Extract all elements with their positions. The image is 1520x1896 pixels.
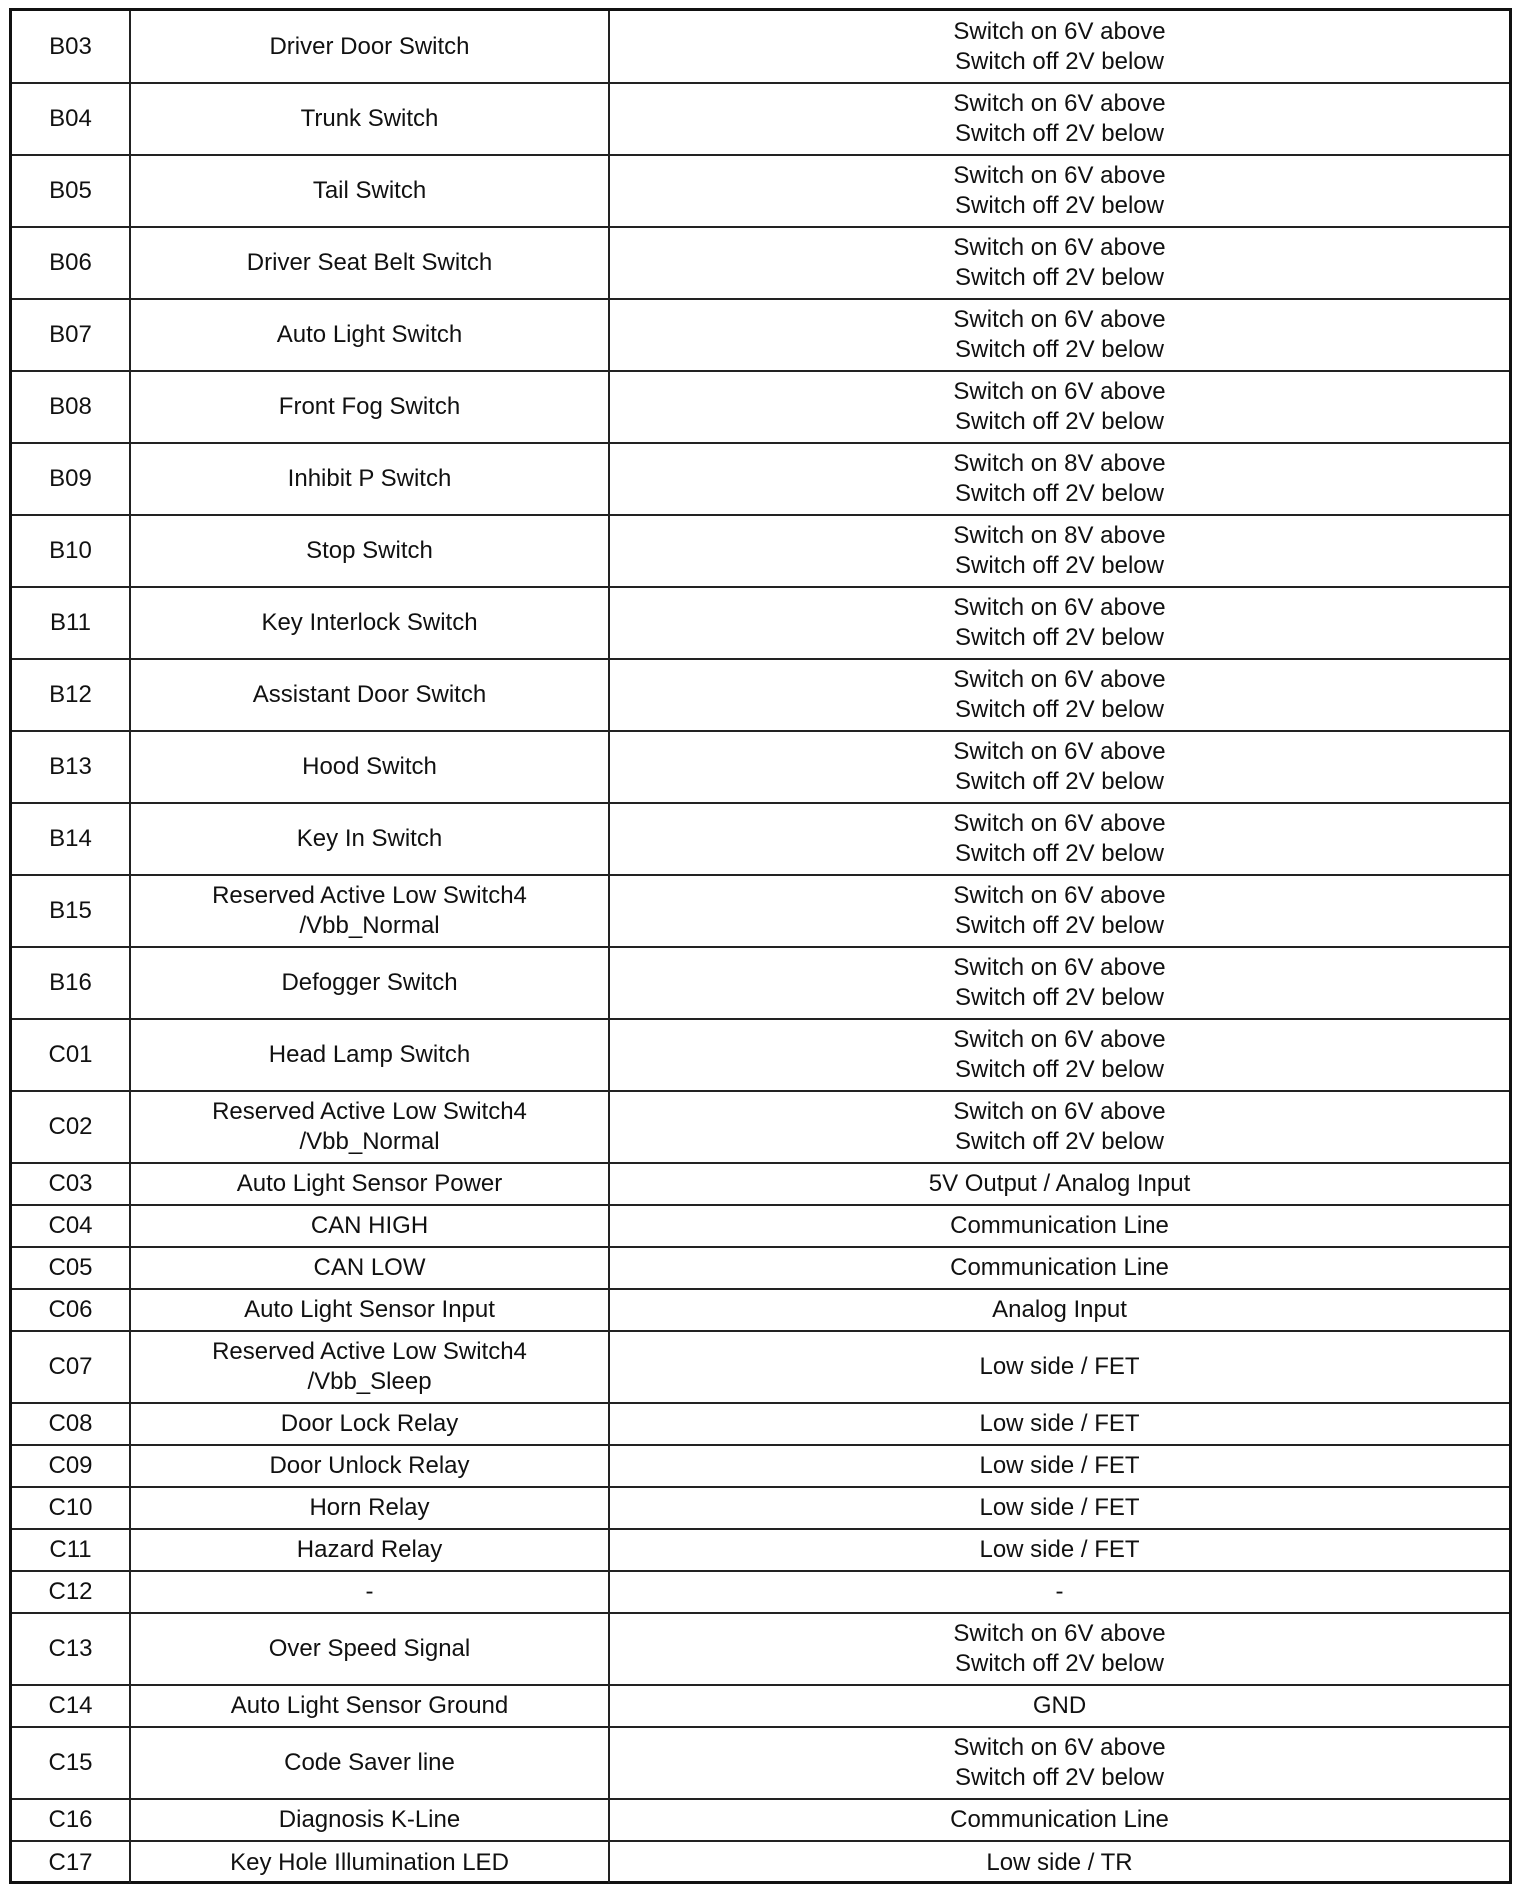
spec-cell: Low side / FET <box>609 1445 1509 1487</box>
pin-cell: C12 <box>12 1571 130 1613</box>
spec-cell: Low side / FET <box>609 1529 1509 1571</box>
spec-cell: Analog Input <box>609 1289 1509 1331</box>
spec-cell: Low side / FET <box>609 1403 1509 1445</box>
pin-cell: C17 <box>12 1841 130 1883</box>
table-row <box>12 83 1509 155</box>
signal-name-cell: Stop Switch <box>130 515 609 587</box>
spec-cell: Switch on 6V above Switch off 2V below <box>609 875 1509 947</box>
signal-name-cell: Driver Door Switch <box>130 11 609 83</box>
table-row <box>12 1019 1509 1091</box>
table-row <box>12 803 1509 875</box>
pin-cell: B05 <box>12 155 130 227</box>
signal-name-cell: Tail Switch <box>130 155 609 227</box>
pin-cell: B07 <box>12 299 130 371</box>
pin-cell: C05 <box>12 1247 130 1289</box>
signal-name-cell: Defogger Switch <box>130 947 609 1019</box>
pin-cell: C01 <box>12 1019 130 1091</box>
signal-name-cell: Inhibit P Switch <box>130 443 609 515</box>
table-row <box>12 1445 1509 1487</box>
pin-cell: B11 <box>12 587 130 659</box>
table-row <box>12 299 1509 371</box>
table-row <box>12 1403 1509 1445</box>
signal-name-cell: Code Saver line <box>130 1727 609 1799</box>
table-row <box>12 1487 1509 1529</box>
table-row <box>12 155 1509 227</box>
pin-cell: B03 <box>12 11 130 83</box>
spec-cell: Communication Line <box>609 1799 1509 1841</box>
table-row <box>12 587 1509 659</box>
signal-name-cell: Auto Light Sensor Input <box>130 1289 609 1331</box>
spec-cell: Switch on 6V above Switch off 2V below <box>609 803 1509 875</box>
pin-cell: C04 <box>12 1205 130 1247</box>
table-row <box>12 515 1509 587</box>
pin-cell: B06 <box>12 227 130 299</box>
spec-cell: Switch on 6V above Switch off 2V below <box>609 587 1509 659</box>
signal-name-cell: Door Lock Relay <box>130 1403 609 1445</box>
spec-cell: Low side / FET <box>609 1487 1509 1529</box>
pin-cell: C02 <box>12 1091 130 1163</box>
pin-cell: B14 <box>12 803 130 875</box>
table-row <box>12 1247 1509 1289</box>
spec-cell: Switch on 6V above Switch off 2V below <box>609 299 1509 371</box>
table-row <box>12 1529 1509 1571</box>
pin-cell: C10 <box>12 1487 130 1529</box>
signal-name-cell: CAN LOW <box>130 1247 609 1289</box>
spec-cell: Switch on 6V above Switch off 2V below <box>609 11 1509 83</box>
spec-cell: Switch on 6V above Switch off 2V below <box>609 659 1509 731</box>
spec-cell: Switch on 6V above Switch off 2V below <box>609 371 1509 443</box>
pin-cell: C07 <box>12 1331 130 1403</box>
signal-name-cell: Driver Seat Belt Switch <box>130 227 609 299</box>
signal-name-cell: Auto Light Sensor Power <box>130 1163 609 1205</box>
table-row <box>12 947 1509 1019</box>
table-row <box>12 1613 1509 1685</box>
pin-function-table-sheet <box>9 8 1512 1884</box>
table-row <box>12 1091 1509 1163</box>
pin-cell: C13 <box>12 1613 130 1685</box>
pin-cell: B12 <box>12 659 130 731</box>
pin-cell: B09 <box>12 443 130 515</box>
pin-function-table <box>12 11 1509 1883</box>
table-row <box>12 875 1509 947</box>
pin-cell: C15 <box>12 1727 130 1799</box>
spec-cell: GND <box>609 1685 1509 1727</box>
pin-cell: C14 <box>12 1685 130 1727</box>
pin-cell: C11 <box>12 1529 130 1571</box>
signal-name-cell: Reserved Active Low Switch4 /Vbb_Normal <box>130 1091 609 1163</box>
table-row <box>12 1163 1509 1205</box>
spec-cell: Switch on 6V above Switch off 2V below <box>609 731 1509 803</box>
pin-cell: B16 <box>12 947 130 1019</box>
table-row <box>12 1289 1509 1331</box>
table-row <box>12 731 1509 803</box>
signal-name-cell: Auto Light Sensor Ground <box>130 1685 609 1727</box>
signal-name-cell: Front Fog Switch <box>130 371 609 443</box>
signal-name-cell: Auto Light Switch <box>130 299 609 371</box>
signal-name-cell: Trunk Switch <box>130 83 609 155</box>
pin-cell: B04 <box>12 83 130 155</box>
table-row <box>12 1841 1509 1883</box>
signal-name-cell: Hazard Relay <box>130 1529 609 1571</box>
spec-cell: Switch on 8V above Switch off 2V below <box>609 443 1509 515</box>
spec-cell: Switch on 6V above Switch off 2V below <box>609 1613 1509 1685</box>
table-row <box>12 227 1509 299</box>
signal-name-cell: Horn Relay <box>130 1487 609 1529</box>
pin-cell: B15 <box>12 875 130 947</box>
signal-name-cell: Hood Switch <box>130 731 609 803</box>
table-row <box>12 659 1509 731</box>
signal-name-cell: Over Speed Signal <box>130 1613 609 1685</box>
spec-cell: Low side / FET <box>609 1331 1509 1403</box>
signal-name-cell: Door Unlock Relay <box>130 1445 609 1487</box>
signal-name-cell: Diagnosis K-Line <box>130 1799 609 1841</box>
table-row <box>12 1331 1509 1403</box>
table-row <box>12 1685 1509 1727</box>
spec-cell: Switch on 6V above Switch off 2V below <box>609 1019 1509 1091</box>
pin-cell: B13 <box>12 731 130 803</box>
spec-cell: Switch on 6V above Switch off 2V below <box>609 155 1509 227</box>
table-row <box>12 1799 1509 1841</box>
table-row <box>12 1571 1509 1613</box>
signal-name-cell: Key In Switch <box>130 803 609 875</box>
spec-cell: - <box>609 1571 1509 1613</box>
spec-cell: Low side / TR <box>609 1841 1509 1883</box>
pin-cell: C08 <box>12 1403 130 1445</box>
spec-cell: Switch on 6V above Switch off 2V below <box>609 227 1509 299</box>
table-row <box>12 1727 1509 1799</box>
spec-cell: Switch on 8V above Switch off 2V below <box>609 515 1509 587</box>
spec-cell: Switch on 6V above Switch off 2V below <box>609 83 1509 155</box>
pin-cell: C09 <box>12 1445 130 1487</box>
spec-cell: 5V Output / Analog Input <box>609 1163 1509 1205</box>
table-row <box>12 11 1509 83</box>
signal-name-cell: Assistant Door Switch <box>130 659 609 731</box>
spec-cell: Switch on 6V above Switch off 2V below <box>609 947 1509 1019</box>
table-row <box>12 371 1509 443</box>
signal-name-cell: Reserved Active Low Switch4 /Vbb_Normal <box>130 875 609 947</box>
pin-cell: C03 <box>12 1163 130 1205</box>
table-body <box>12 11 1509 1883</box>
pin-cell: C16 <box>12 1799 130 1841</box>
signal-name-cell: Key Hole Illumination LED <box>130 1841 609 1883</box>
signal-name-cell: Key Interlock Switch <box>130 587 609 659</box>
signal-name-cell: Reserved Active Low Switch4 /Vbb_Sleep <box>130 1331 609 1403</box>
signal-name-cell: Head Lamp Switch <box>130 1019 609 1091</box>
signal-name-cell: - <box>130 1571 609 1613</box>
pin-cell: C06 <box>12 1289 130 1331</box>
pin-cell: B08 <box>12 371 130 443</box>
signal-name-cell: CAN HIGH <box>130 1205 609 1247</box>
table-row <box>12 1205 1509 1247</box>
spec-cell: Switch on 6V above Switch off 2V below <box>609 1091 1509 1163</box>
pin-cell: B10 <box>12 515 130 587</box>
spec-cell: Communication Line <box>609 1205 1509 1247</box>
spec-cell: Communication Line <box>609 1247 1509 1289</box>
spec-cell: Switch on 6V above Switch off 2V below <box>609 1727 1509 1799</box>
table-row <box>12 443 1509 515</box>
